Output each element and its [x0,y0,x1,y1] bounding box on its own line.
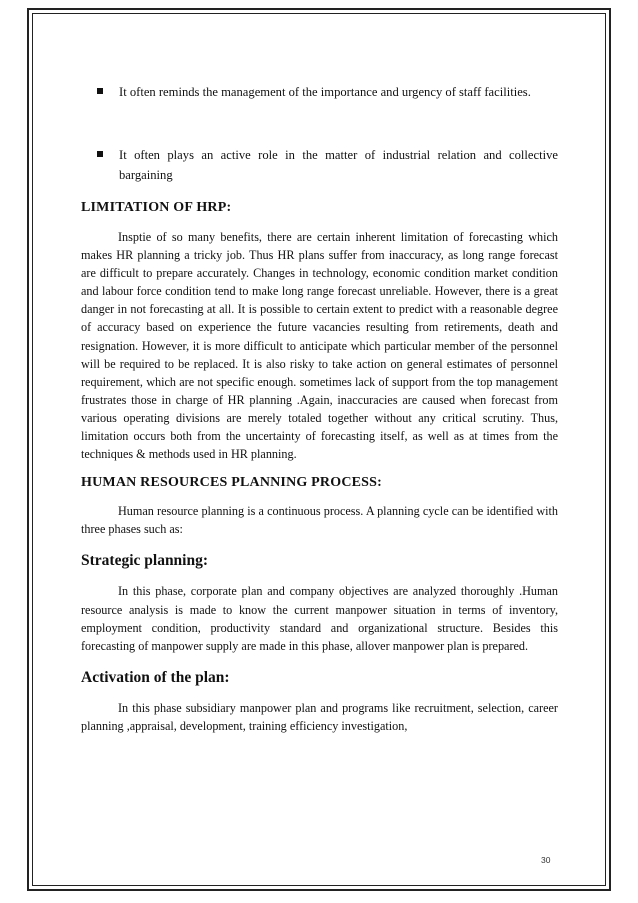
paragraph-process: Human resource planning is a continuous process. A planning cycle can be identified with three phases such as: [81,504,558,537]
section-heading-activation: Activation of the plan: [81,668,230,686]
section-heading-limitation: LIMITATION OF HRP: [81,200,232,215]
paragraph-strategic: In this phase, corporate plan and company objectives are analyzed thoroughly .Human resource analysis is made to know the current manpower situation in terms of inventory, employment condition, productivity standard and organizational structure. Besides this forecasting of manpower supply are made in this phase, allover manpower plan is prepared. [81,584,558,653]
section-heading-process: HUMAN RESOURCES PLANNING PROCESS: [81,475,383,491]
bullet-text: It often reminds the management of the importance and urgency of staff facilities. [119,85,531,99]
paragraph-activation: In this phase subsidiary manpower plan and programs like recruitment, selection, career planning ,appraisal, development, training efficiency investigation, [81,700,558,733]
bullet-item [81,82,558,102]
bullet-text: It often plays an active role in the matter of industrial relation and collective bargaining [119,148,558,182]
section-heading-strategic: Strategic planning: [81,552,209,570]
page-number: 30 [541,855,551,865]
bullet-item [81,145,558,185]
square-bullet-icon [97,88,103,94]
paragraph-limitation: Insptie of so many benefits, there are certain inherent limitation of forecasting which makes HR planning a tricky job. Thus HR plans suffer from inaccuracy, as long range forecast are difficult to prepare accurately. Changes in technology, economic condition market condition and labour force condition tend to make long range forecast unreliable. However, there is a great danger in not forecasting at all. It is possible to certain extent to predict with a reasonable degree of accuracy based on experience the future vacancies resulting from retirements, death and resignation. However, it is more difficult to anticipate which particular member of the personnel will be required to be replaced. It is also risky to take action on general estimates of personnel requirement, which are not specific enough. sometimes lack of support from the top management frustrates those in charge of HR planning .Again, inaccuracies are caused when forecast from various operating divisions are merely totaled together without any critical scrutiny. Thus, limitation occurs both from the uncertainty of forecasting itself, as well as at times from the techniques & methods used in HR planning. [81,230,558,462]
square-bullet-icon [97,151,103,157]
page-content [81,82,558,735]
